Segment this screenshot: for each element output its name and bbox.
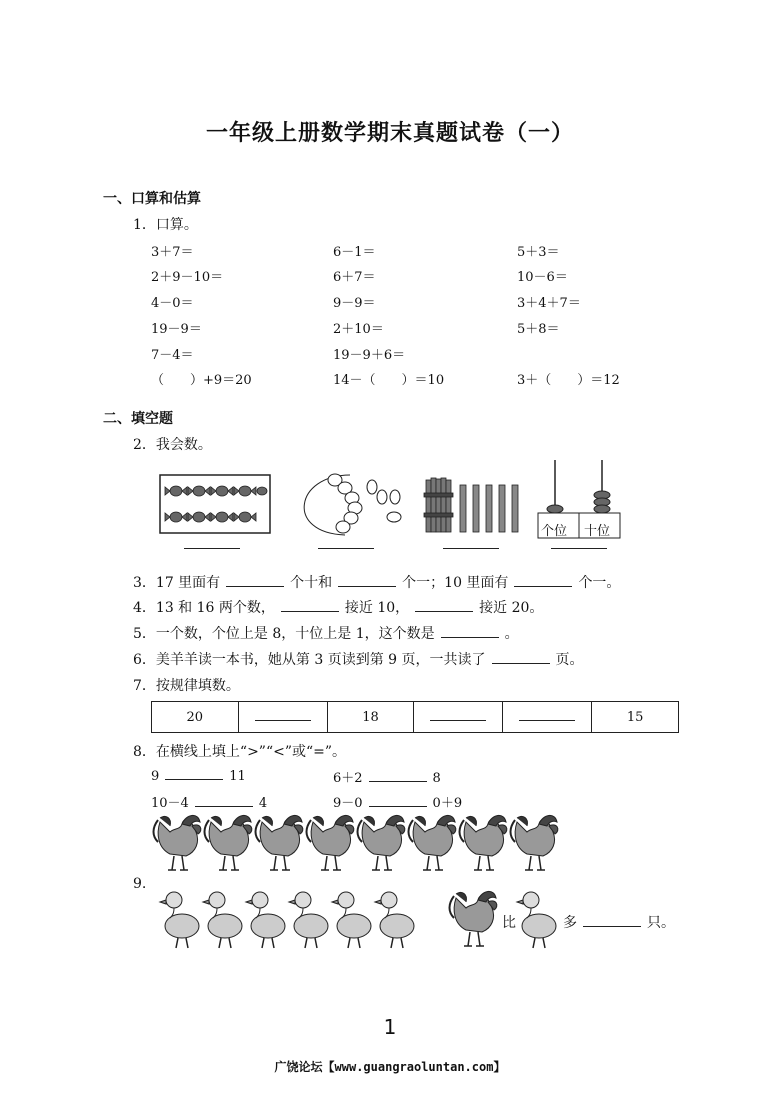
candy-icon [165,486,187,496]
candy-icon [234,512,256,522]
rooster-icon [307,815,354,870]
footer-source: 广饶论坛【www.guangraoluntan.com】 [274,1060,506,1074]
answer-line[interactable] [184,548,240,549]
math-item: 3＋7＝ [151,245,194,260]
rooster-icon [256,815,303,870]
rooster-icon [154,815,201,870]
table-cell-blank[interactable] [238,702,327,733]
math-item: 2＋10＝ [333,322,384,337]
page-title: 一年级上册数学期末真题试卷（一） [205,121,574,146]
question-4: 4．13 和 16 两个数， 接近 10， 接近 20。 [133,600,544,616]
answer-line[interactable] [318,548,374,549]
abacus-ones-label: 个位 [541,524,568,539]
compare-word-bi: 比 [502,915,516,931]
answer-blank[interactable] [195,794,253,807]
table-cell: 15 [592,702,679,733]
bead-group [304,474,401,535]
math-item: 3＋（ ）＝12 [517,373,620,388]
math-item: 5＋8＝ [517,322,560,337]
question-8-label: 8．在横线上填上“>”“<”或“=”。 [133,744,347,760]
pattern-table [151,701,679,733]
duck-icon [515,886,561,952]
duck-icon [332,892,371,948]
bead-icon [336,521,350,533]
candy-icon [211,486,233,496]
answer-blank[interactable] [281,599,339,612]
compare-item: 10－4 4 [151,796,268,811]
candy-box [160,475,270,533]
question-6: 6．美羊羊读一本书，她从第 3 页读到第 9 页，一共读了 页。 [133,652,584,668]
bead-icon [367,480,377,494]
section-heading-1: 一、口算和估算 [103,191,201,207]
math-item: 2＋9－10＝ [151,270,224,285]
candy-icon [188,512,210,522]
answer-blank[interactable] [226,574,284,587]
rooster-icon [409,815,456,870]
math-item: 7－4＝ [151,348,194,363]
table-cell-blank[interactable] [414,702,503,733]
math-item: 6－1＝ [333,245,376,260]
answer-blank[interactable] [492,651,550,664]
duck-icon [289,892,328,948]
answer-blank[interactable] [415,599,473,612]
bead-icon [387,512,401,522]
rooster-icon [511,815,558,870]
question-3: 3．17 里面有 个十和 个一；10 里面有 个一。 [133,575,621,591]
stick-bundle-icon [424,478,453,532]
bead-icon [377,490,387,504]
abacus-tens-label: 十位 [584,524,611,539]
answer-blank[interactable] [369,769,427,782]
answer-line[interactable] [551,548,607,549]
candy-icon [234,486,256,496]
candy-icon [165,512,187,522]
math-item: 6＋7＝ [333,270,376,285]
page-number: 1 [383,1015,397,1039]
compare-item: 6＋2 8 [333,771,441,786]
table-cell: 20 [152,702,239,733]
section-heading-2: 二、填空题 [103,411,173,427]
duck-icon [246,892,285,948]
bead-icon [390,490,400,504]
question-2-label: 2．我会数。 [133,437,212,453]
duck-icon [203,892,242,948]
question-7-label: 7．按规律填数。 [133,678,240,694]
math-item: 3＋4＋7＝ [517,296,581,311]
math-item: 19－9＝ [151,322,202,337]
single-sticks [460,485,518,532]
duck-icon [160,892,199,948]
rooster-icon [448,886,502,948]
answer-blank[interactable] [583,914,641,927]
compare-item: 9－0 0＋9 [333,796,463,811]
table-cell: 18 [327,702,414,733]
rooster-row [150,812,570,874]
answer-line[interactable] [443,548,499,549]
answer-blank[interactable] [369,794,427,807]
rooster-icon [460,815,507,870]
question-5: 5．一个数，个位上是 8，十位上是 1，这个数是 。 [133,626,519,642]
math-item: 5＋3＝ [517,245,560,260]
answer-blank[interactable] [514,574,572,587]
candy-icon [211,512,233,522]
candy-icon [257,487,267,495]
question-9-label: 9. [133,876,147,892]
answer-blank[interactable] [441,625,499,638]
math-item: 14－（ ）＝10 [333,373,445,388]
duck-row [158,886,420,952]
question-1-label: 1．口算。 [133,217,198,233]
table-cell-blank[interactable] [503,702,592,733]
answer-blank[interactable] [338,574,396,587]
math-item: 19－9＋6＝ [333,348,406,363]
candy-icon [188,486,210,496]
math-item: 4－0＝ [151,296,194,311]
question-9-answer: 多 只。 [563,915,675,931]
answer-blank[interactable] [165,767,223,780]
table-row [152,702,679,733]
rooster-icon [358,815,405,870]
rooster-icon [205,815,252,870]
math-item: 10－6＝ [517,270,568,285]
math-item: （ ）+9＝20 [151,373,252,388]
compare-item: 9 11 [151,769,246,784]
duck-icon [375,892,414,948]
math-item: 9－9＝ [333,296,376,311]
